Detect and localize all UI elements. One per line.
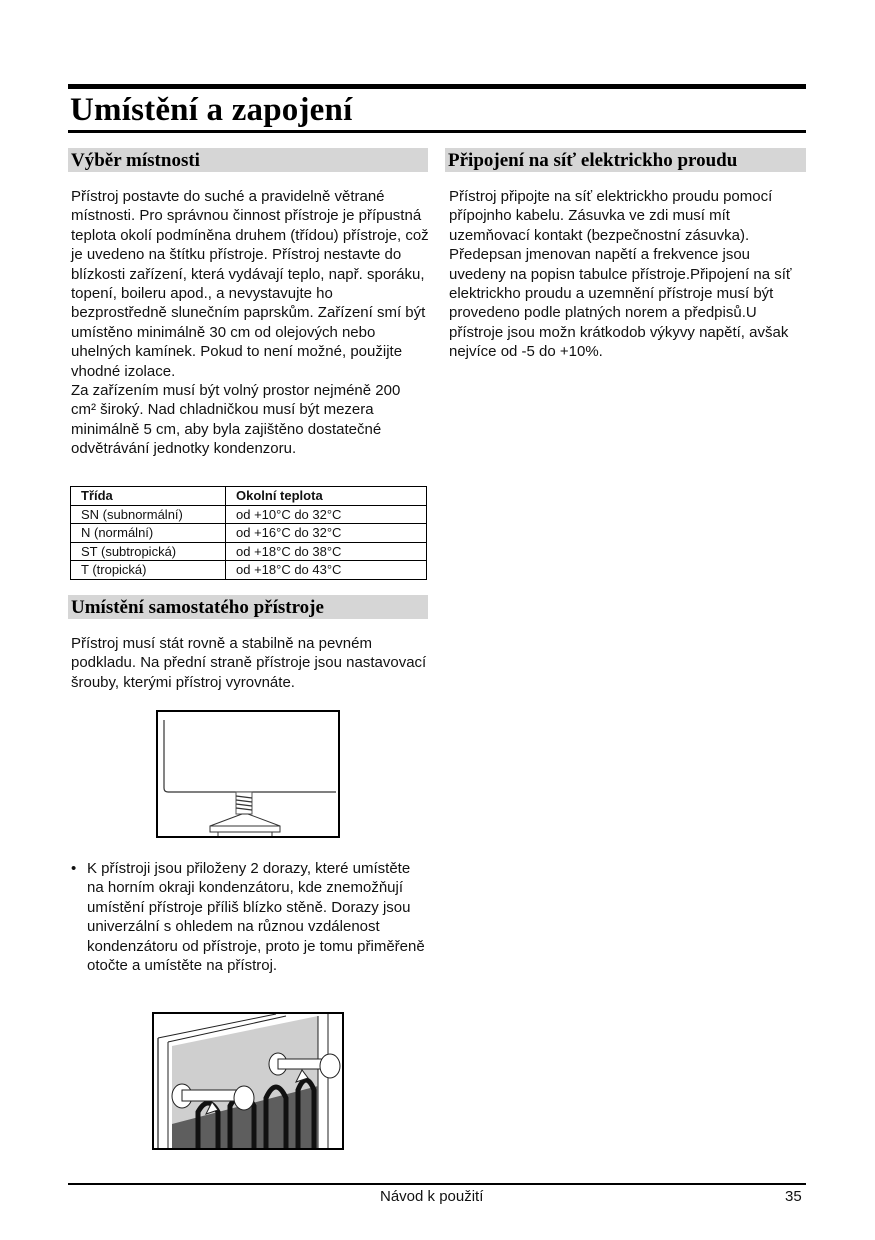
table-row — [71, 505, 427, 524]
footer-rule — [68, 1183, 806, 1185]
table-cell-class: T (tropická) — [71, 561, 226, 580]
table-cell-temperature: od +10°C do 32°C — [226, 505, 427, 524]
section-heading-room-selection: Výběr místnosti — [68, 148, 428, 172]
table-row — [71, 524, 427, 543]
table-header-row — [71, 487, 427, 506]
condenser-spacers-icon — [154, 1014, 342, 1148]
top-rule — [68, 84, 806, 89]
page-number: 35 — [785, 1188, 802, 1205]
climate-class-table — [70, 486, 427, 580]
table-cell-temperature: od +18°C do 38°C — [226, 542, 427, 561]
table-header-class: Třída — [71, 487, 226, 506]
footer-label: Návod k použití — [380, 1188, 484, 1205]
adjustable-foot-icon — [158, 712, 338, 836]
title-underline — [68, 130, 806, 133]
table-cell-class: ST (subtropická) — [71, 542, 226, 561]
condenser-spacers-figure — [152, 1012, 344, 1150]
table-cell-temperature: od +18°C do 43°C — [226, 561, 427, 580]
table-cell-class: SN (subnormální) — [71, 505, 226, 524]
table-row — [71, 561, 427, 580]
section-heading-freestanding-placement: Umístění samostatého přístroje — [68, 595, 428, 619]
table-header-temperature: Okolní teplota — [226, 487, 427, 506]
room-selection-text — [71, 187, 429, 459]
room-selection-paragraph-1: Přístroj postavte do suché a pravidelně větrané místnosti. Pro správnou činnost přístroje je přípustná teplota okolí podmíněna druhem (třídou) přístroje, což je uvedeno na štítku přístroje. Přístroj nestavte do blízkosti zařízení, která vydávají teplo, např. sporáku, topení, boileru apod., a nevystavujte ho bezprostředně slunečním paprskům. Zařízení smí být umístěno minimálně 30 cm od olejových nebo uhelných kamínek. Pokud to není možné, použijte vhodné izolace. — [71, 188, 429, 380]
electrical-connection-text: Přístroj připojte na síť elektrickho proudu pomocí přípojnho kabelu. Zásuvka ve zdi musí mít uzemňovací kontakt (bezpečnostní zásuvka). Předepsan jmenovan napětí a frekvence jsou uvedeny na popisn tabulce přístroje.Připojení na síť elektrickho proudu a uzemnění přístroje musí být provedeno podle platných norem a předpisů.U přístroje jsou možn krátkodob výkyvy napětí, avšak nejvíce od -5 do +10%. — [449, 188, 792, 361]
page-title: Umístění a zapojení — [70, 92, 353, 128]
table-cell-class: N (normální) — [71, 524, 226, 543]
table-cell-temperature: od +16°C do 32°C — [226, 524, 427, 543]
spacer-bullet-text: K přístroji jsou přiloženy 2 dorazy, které umístěte na horním okraji kondenzátoru, kde znemožňují umístění přístroje příliš blízko stěně. Dorazy jsou univerzální s ohledem na různou vzdálenost kondenzátoru od přístroje, proto je tomu přiměřeně otočte a umístěte na přístroj. — [87, 860, 425, 975]
spacer-bullet-item — [71, 859, 431, 975]
table-row — [71, 542, 427, 561]
adjustable-foot-figure — [156, 710, 340, 838]
section-heading-electrical-connection: Připojení na síť elektrickho proudu — [445, 148, 806, 172]
freestanding-placement-text: Přístroj musí stát rovně a stabilně na pevném podkladu. Na přední straně přístroje jsou nastavovací šrouby, kterými přístroj vyrovnáte. — [71, 635, 427, 691]
room-selection-paragraph-2: Za zařízením musí být volný prostor nejméně 200 cm² široký. Nad chladničkou musí být mezera minimálně 5 cm, aby byla zajištěno dostatečné odvětrávání jednotky kondenzoru. — [71, 382, 401, 458]
bullet-icon: • — [71, 860, 77, 877]
